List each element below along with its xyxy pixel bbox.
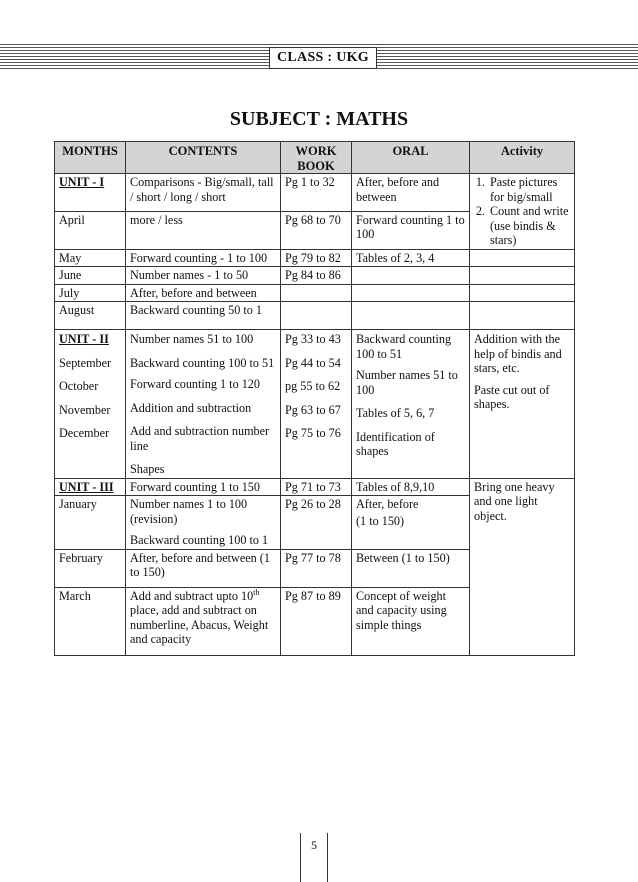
table-cell: Pg 26 to 28 [281, 496, 352, 550]
table-cell [470, 267, 575, 285]
table-cell [470, 249, 575, 267]
content-text: Add and subtract upto 10 [130, 588, 254, 603]
month-cell: March [55, 587, 126, 655]
oral-item: (1 to 150) [356, 513, 405, 528]
table-row [55, 267, 575, 285]
table-cell: After, before and between [126, 284, 281, 302]
month-label: December [59, 426, 110, 440]
list-item: 2. Count and write (use bindis & stars) [488, 204, 570, 248]
workbook-item: Pg 75 to 76 [285, 426, 341, 440]
col-workbook: WORK BOOK [281, 142, 352, 174]
table-cell [470, 302, 575, 330]
table-cell [281, 284, 352, 302]
month-cell: June [55, 267, 126, 285]
month-cell: July [55, 284, 126, 302]
table-cell: Number names - 1 to 50 [126, 267, 281, 285]
activity-item: Addition with the help of bindis and stars, etc. [474, 332, 562, 375]
table-cell [352, 284, 470, 302]
activity-cell: Bring one heavy and one light object. [470, 478, 575, 655]
table-header-row [55, 142, 575, 174]
table-cell: Forward counting - 1 to 100 [126, 249, 281, 267]
table-cell: Between (1 to 150) [352, 549, 470, 587]
table-cell: After, before and between [352, 174, 470, 212]
content-item: Addition and subtraction [130, 400, 252, 415]
unit-label: UNIT - III [59, 479, 114, 494]
table-cell: Pg 87 to 89 [281, 587, 352, 655]
table-cell: Pg 1 to 32 [281, 174, 352, 212]
content-item: Backward counting 100 to 51 [130, 355, 275, 370]
page-title: SUBJECT : MATHS [229, 108, 409, 130]
table-cell [281, 302, 352, 330]
month-cell: January [55, 496, 126, 550]
table-cell: Forward counting 1 to 100 [352, 211, 470, 249]
workbook-item: pg 55 to 62 [285, 379, 341, 393]
month-cell: May [55, 249, 126, 267]
oral-item: After, before [356, 497, 419, 511]
workbook-item: Pg 63 to 67 [285, 402, 341, 417]
table-cell: Tables of 2, 3, 4 [352, 249, 470, 267]
oral-item: Identification of shapes [356, 429, 435, 458]
month-label: November [59, 402, 111, 417]
table-row [55, 478, 575, 496]
month-cell: February [55, 549, 126, 587]
table-cell [352, 302, 470, 330]
table-cell: Forward counting 1 to 150 [126, 478, 281, 496]
table-cell: Tables of 8,9,10 [352, 478, 470, 496]
unit-label: UNIT - I [59, 175, 105, 189]
table-cell: Concept of weight and capacity using simple things [352, 587, 470, 655]
content-item: Number names 1 to 100 (revision) [130, 497, 248, 526]
oral-item: Tables of 5, 6, 7 [356, 406, 435, 420]
syllabus-table [54, 141, 575, 656]
month-label: September [59, 355, 112, 370]
superscript: th [253, 587, 260, 597]
table-row [55, 174, 575, 212]
content-item: Number names 51 to 100 [130, 332, 254, 346]
month-label: October [59, 379, 99, 393]
oral-item: Backward counting 100 to 51 [356, 332, 452, 361]
table-cell [126, 587, 281, 655]
col-activity: Activity [470, 142, 575, 174]
table-cell: Pg 71 to 73 [281, 478, 352, 496]
workbook-item: Pg 33 to 43 [285, 332, 341, 346]
col-contents: CONTENTS [126, 142, 281, 174]
col-oral: ORAL [352, 142, 470, 174]
oral-item: Number names 51 to 100 [356, 368, 458, 397]
table-cell: more / less [126, 211, 281, 249]
table-row [55, 330, 575, 479]
content-text: place, add and subtract on numberline, Abacus, Weight and capacity [130, 603, 269, 646]
table-row [55, 302, 575, 330]
workbook-item: Pg 44 to 54 [285, 355, 341, 370]
table-cell: Pg 77 to 78 [281, 549, 352, 587]
list-item: 1. Paste pictures for big/small [488, 175, 570, 204]
table-cell [470, 284, 575, 302]
page-number: 5 [311, 838, 317, 852]
table-cell [352, 267, 470, 285]
unit-label: UNIT - II [59, 332, 109, 346]
table-row [55, 249, 575, 267]
table-cell: Pg 84 to 86 [281, 267, 352, 285]
table-row [55, 284, 575, 302]
content-item: Shapes [130, 462, 165, 476]
table-cell: Pg 68 to 70 [281, 211, 352, 249]
activity-item: Paste cut out of shapes. [474, 382, 550, 411]
content-item: Add and subtraction number line [130, 424, 270, 453]
table-cell: After, before and between (1 to 150) [126, 549, 281, 587]
class-label: CLASS : UKG [269, 47, 377, 69]
table-cell: Backward counting 50 to 1 [126, 302, 281, 330]
table-cell: Pg 79 to 82 [281, 249, 352, 267]
content-item: Forward counting 1 to 120 [130, 377, 260, 391]
table-cell: Comparisons - Big/small, tall / short / long / short [126, 174, 281, 212]
activity-cell [470, 174, 575, 250]
content-item: Backward counting 100 to 1 [130, 533, 269, 547]
month-cell: August [55, 302, 126, 330]
month-cell: April [55, 211, 126, 249]
col-months: MONTHS [55, 142, 126, 174]
